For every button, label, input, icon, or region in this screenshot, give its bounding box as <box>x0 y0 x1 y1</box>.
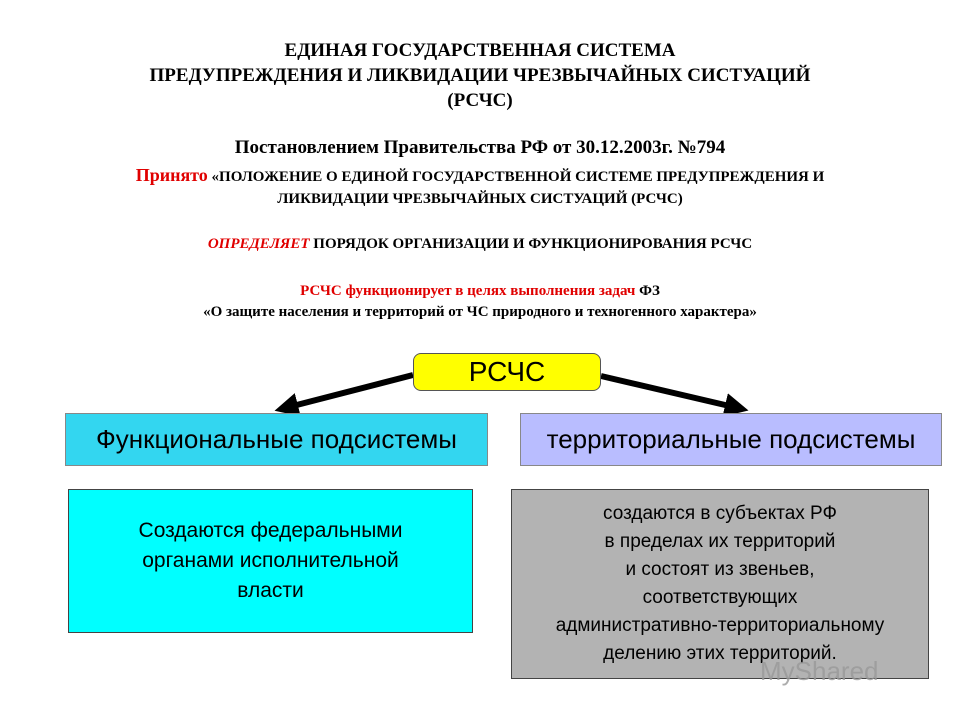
title-line-3: (РСЧС) <box>447 90 513 111</box>
arrow-to-functional <box>285 375 413 408</box>
decree-line: Постановлением Правительства РФ от 30.12.2003г. №794 <box>234 137 726 158</box>
functional-desc-line: власти <box>237 579 304 602</box>
functional-subsystems-node: Функциональные подсистемы <box>65 413 488 466</box>
watermark: MyShared <box>760 656 879 686</box>
territorial-description <box>511 489 929 679</box>
territorial-desc-line: делению этих территорий. <box>603 643 837 664</box>
territorial-desc-line: создаются в субъектах РФ <box>603 503 837 524</box>
title-line-2: ПРЕДУПРЕЖДЕНИЯ И ЛИКВИДАЦИИ ЧРЕЗВЫЧАЙНЫХ СИСТУАЦИЙ <box>149 65 811 86</box>
functional-desc-line: Создаются федеральными <box>138 519 403 542</box>
defines-lead: ОПРЕДЕЛЯЕТ <box>207 236 310 252</box>
territorial-desc-line: соответствующих <box>642 587 798 608</box>
territorial-desc-line: административно-территориальному <box>555 615 885 636</box>
purpose-line-2: «О защите населения и территорий от ЧС природного и техногенного характера» <box>203 304 757 320</box>
purpose-lead: РСЧС функционирует в целях выполнения задач <box>300 283 636 299</box>
arrow-to-territorial <box>601 376 738 408</box>
root-node: РСЧС <box>413 353 601 391</box>
defines-text: ПОРЯДОК ОРГАНИЗАЦИИ И ФУНКЦИОНИРОВАНИЯ РСЧС <box>313 236 753 252</box>
adopted-lead: Принято <box>135 165 208 185</box>
functional-desc-line: органами исполнительной <box>142 549 399 572</box>
territorial-subsystems-node: территориальные подсистемы <box>520 413 942 466</box>
purpose-fz: ФЗ <box>639 283 660 299</box>
territorial-desc-line: в пределах их территорий <box>604 531 836 552</box>
adopted-line-2: ЛИКВИДАЦИИ ЧРЕЗВЫЧАЙНЫХ СИСТУАЦИЙ (РСЧС) <box>277 191 683 207</box>
territorial-desc-line: и состоят из звеньев, <box>625 559 815 580</box>
functional-description <box>68 489 473 633</box>
adopted-line-1: «ПОЛОЖЕНИЕ О ЕДИНОЙ ГОСУДАРСТВЕННОЙ СИСТЕМЕ ПРЕДУПРЕЖДЕНИЯ И <box>211 169 825 185</box>
title-line-1: ЕДИНАЯ ГОСУДАРСТВЕННАЯ СИСТЕМА <box>284 40 676 61</box>
